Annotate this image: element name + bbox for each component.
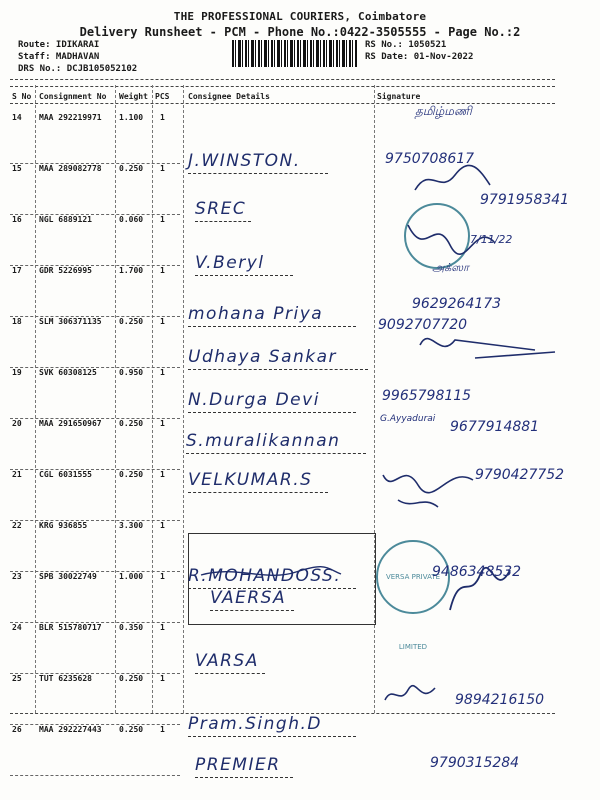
row-sno: 21	[12, 470, 22, 479]
rs-date: RS Date: 01-Nov-2022	[365, 52, 474, 62]
row-weight: 0.250	[119, 725, 144, 734]
row-consignment: NGL 6889121	[39, 215, 92, 224]
signature-20: G.Ayyadurai	[380, 414, 436, 424]
signature-phone: 9790315284	[430, 755, 520, 771]
row-pcs: 1	[160, 419, 165, 428]
row-sno: 17	[12, 266, 22, 275]
row-sno: 26	[12, 725, 22, 734]
consignee-name: VARSA	[195, 651, 259, 671]
consignee-name: VAERSA	[210, 588, 287, 608]
row-weight: 3.300	[119, 521, 144, 530]
consignee-underline	[195, 777, 293, 778]
row-consignment: MAA 292227443	[39, 725, 102, 734]
consignee-name: PREMIER	[195, 755, 281, 775]
divider	[10, 79, 555, 80]
signature-phone: 9677914881	[450, 419, 540, 435]
row-pcs: 1	[160, 725, 165, 734]
row-separator	[10, 775, 180, 776]
route-label: Route: IDIKARAI	[18, 40, 100, 50]
row-consignment: KRG 936855	[39, 521, 88, 530]
row-consignment: SVK 60308125	[39, 368, 97, 377]
row-sno: 23	[12, 572, 22, 581]
consignee-name: J.WINSTON.	[188, 151, 301, 171]
consignee-underline	[210, 610, 294, 611]
consignee-name: Udhaya Sankar	[188, 347, 338, 367]
consignee-name: R.MOHANDOSS.	[188, 566, 342, 586]
row-weight: 0.950	[119, 368, 144, 377]
signature-phone: 9629264173	[412, 296, 502, 312]
row-sno: 22	[12, 521, 22, 530]
row-consignment: MAA 292219971	[39, 113, 102, 122]
consignee-underline	[186, 453, 366, 454]
drs-number: DRS No.: DCJB105052102	[18, 64, 138, 74]
row-weight: 0.250	[119, 674, 144, 683]
consignee-underline	[195, 275, 293, 276]
signature-phone: 9486348532	[432, 564, 522, 580]
signature-phone: 9790427752	[475, 467, 565, 483]
row-pcs: 1	[160, 572, 165, 581]
consignee-underline	[195, 221, 251, 222]
consignee-underline	[188, 492, 328, 493]
row-pcs: 1	[160, 215, 165, 224]
row-weight: 1.100	[119, 113, 144, 122]
row-sno: 15	[12, 164, 22, 173]
table-row	[10, 623, 555, 674]
signature-scribble-21	[378, 455, 488, 515]
row-weight: 0.350	[119, 623, 144, 632]
row-consignment: MAA 291650967	[39, 419, 102, 428]
row-pcs: 1	[160, 113, 165, 122]
row-sno: 19	[12, 368, 22, 377]
row-sno: 14	[12, 113, 22, 122]
row-consignment: BLR 515780717	[39, 623, 102, 632]
signature-scribble-26	[380, 680, 440, 710]
col-consignee: Consignee Details	[188, 92, 270, 101]
row-sno: 18	[12, 317, 22, 326]
consignee-name: mohana Priya	[188, 304, 324, 324]
consignee-name: VELKUMAR.S	[188, 470, 313, 490]
col-weight: Weight	[119, 92, 148, 101]
row-weight: 1.000	[119, 572, 144, 581]
divider	[10, 103, 555, 104]
consignee-underline	[188, 173, 328, 174]
col-sno: S No	[12, 92, 32, 101]
row-consignment: TUT 6235628	[39, 674, 92, 683]
consignee-name: SREC	[195, 199, 247, 219]
barcode	[232, 40, 357, 67]
row-pcs: 1	[160, 317, 165, 326]
col-signature: Signature	[377, 92, 421, 101]
signature-phone: 9965798115	[382, 388, 472, 404]
signature-phone: 9894216150	[455, 692, 545, 708]
row-weight: 0.250	[119, 470, 144, 479]
consignee-underline	[188, 736, 356, 737]
consignee-name: V.Beryl	[195, 253, 265, 273]
row-pcs: 1	[160, 368, 165, 377]
row-pcs: 1	[160, 623, 165, 632]
row-pcs: 1	[160, 164, 165, 173]
row-weight: 0.250	[119, 419, 144, 428]
signature-14: தமிழ்மணி	[415, 104, 472, 118]
col-pcs: PCS	[155, 92, 170, 101]
row-pcs: 1	[160, 674, 165, 683]
row-pcs: 1	[160, 266, 165, 275]
consignee-name: S.muralikannan	[186, 431, 341, 451]
row-weight: 0.250	[119, 317, 144, 326]
col-consignment: Consignment No	[39, 92, 107, 101]
row-sno: 16	[12, 215, 22, 224]
row-pcs: 1	[160, 521, 165, 530]
signature-phone: 9092707720	[378, 317, 468, 333]
row-consignment: MAA 289082778	[39, 164, 102, 173]
row-weight: 1.700	[119, 266, 144, 275]
row-consignment: GDR 5226995	[39, 266, 92, 275]
row-sno: 20	[12, 419, 22, 428]
consignee-underline	[195, 673, 265, 674]
row-consignment: SPB 30022749	[39, 572, 97, 581]
staff-label: Staff: MADHAVAN	[18, 52, 100, 62]
signature-phone: 9791958341	[480, 192, 570, 208]
runsheet-subtitle: Delivery Runsheet - PCM - Phone No.:0422-3505555 - Page No.:2	[79, 25, 521, 39]
divider	[10, 86, 555, 87]
signature-phone: 9750708617	[385, 151, 475, 167]
consignee-name: Pram.Singh.D	[188, 714, 322, 734]
row-weight: 0.060	[119, 215, 144, 224]
row-sno: 24	[12, 623, 22, 632]
row-weight: 0.250	[119, 164, 144, 173]
signature-phone: 7/11/22	[470, 233, 513, 246]
consignee-underline	[188, 369, 368, 370]
company-seal: VERSA PRIVATE LIMITED	[376, 540, 450, 614]
row-pcs: 1	[160, 470, 165, 479]
row-consignment: SLM 306371135	[39, 317, 102, 326]
rs-number: RS No.: 1050521	[365, 40, 447, 50]
consignee-underline	[188, 326, 356, 327]
consignee-underline	[188, 412, 356, 413]
row-sno: 25	[12, 674, 22, 683]
signature-17: அக்ஸா	[432, 261, 469, 274]
consignee-name: N.Durga Devi	[188, 390, 320, 410]
company-title: THE PROFESSIONAL COURIERS, Coimbatore	[173, 10, 427, 23]
row-consignment: CGL 6031555	[39, 470, 92, 479]
